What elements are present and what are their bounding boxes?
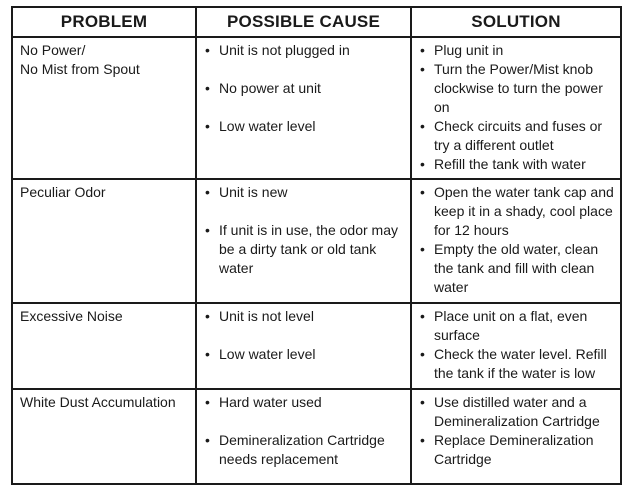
header-solution: SOLUTION	[411, 7, 621, 37]
solution-item: • Check the water level. Refill the tank if the water is low	[419, 345, 614, 383]
table-row	[12, 389, 621, 484]
solution-item: • Plug unit in	[419, 41, 614, 60]
solution-list	[419, 183, 614, 297]
header-row	[12, 7, 621, 37]
solution-item: • Place unit on a flat, even surface	[419, 307, 614, 345]
solution-cell	[411, 303, 621, 389]
problem-cell	[12, 179, 196, 303]
cause-list	[204, 183, 404, 278]
problem-cell	[12, 303, 196, 389]
problem-text: Peculiar Odor	[20, 184, 106, 200]
solution-cell	[411, 389, 621, 484]
cause-list	[204, 393, 404, 469]
cause-item: • Unit is not plugged in	[204, 41, 404, 60]
cause-item: • Low water level	[204, 345, 404, 364]
solution-item: • Turn the Power/Mist knob clockwise to turn the power on	[419, 60, 614, 117]
cause-item: • Hard water used	[204, 393, 404, 412]
header-possible-cause: POSSIBLE CAUSE	[196, 7, 411, 37]
solution-item: • Open the water tank cap and keep it in a shady, cool place for 12 hours	[419, 183, 614, 240]
problem-cell	[12, 37, 196, 179]
solution-cell	[411, 179, 621, 303]
solution-item: • Replace Demineralization Cartridge	[419, 431, 614, 469]
table-row	[12, 303, 621, 389]
solution-item: • Use distilled water and a Demineralization Cartridge	[419, 393, 614, 431]
cause-item: • No power at unit	[204, 79, 404, 98]
problem-text: No Mist from Spout	[20, 61, 140, 77]
solution-list	[419, 41, 614, 174]
cause-item: • Unit is not level	[204, 307, 404, 326]
solution-cell	[411, 37, 621, 179]
cause-item: • If unit is in use, the odor may be a dirty tank or old tank water	[204, 221, 404, 278]
solution-list	[419, 307, 614, 383]
troubleshooting-table	[11, 6, 622, 485]
header-problem: PROBLEM	[12, 7, 196, 37]
solution-item: • Check circuits and fuses or try a different outlet	[419, 117, 614, 155]
cause-item: • Unit is new	[204, 183, 404, 202]
problem-cell	[12, 389, 196, 484]
problem-text: White Dust Accumulation	[20, 394, 176, 410]
problem-text: Excessive Noise	[20, 308, 123, 324]
cause-cell	[196, 179, 411, 303]
cause-list	[204, 307, 404, 364]
cause-cell	[196, 303, 411, 389]
cause-cell	[196, 389, 411, 484]
solution-item: • Refill the tank with water	[419, 155, 614, 174]
table-row	[12, 179, 621, 303]
cause-item: • Low water level	[204, 117, 404, 136]
problem-text: No Power/	[20, 42, 86, 58]
cause-item: • Demineralization Cartridge needs replacement	[204, 431, 404, 469]
solution-item: • Empty the old water, clean the tank and fill with clean water	[419, 240, 614, 297]
solution-list	[419, 393, 614, 469]
cause-cell	[196, 37, 411, 179]
table-row	[12, 37, 621, 179]
cause-list	[204, 41, 404, 136]
